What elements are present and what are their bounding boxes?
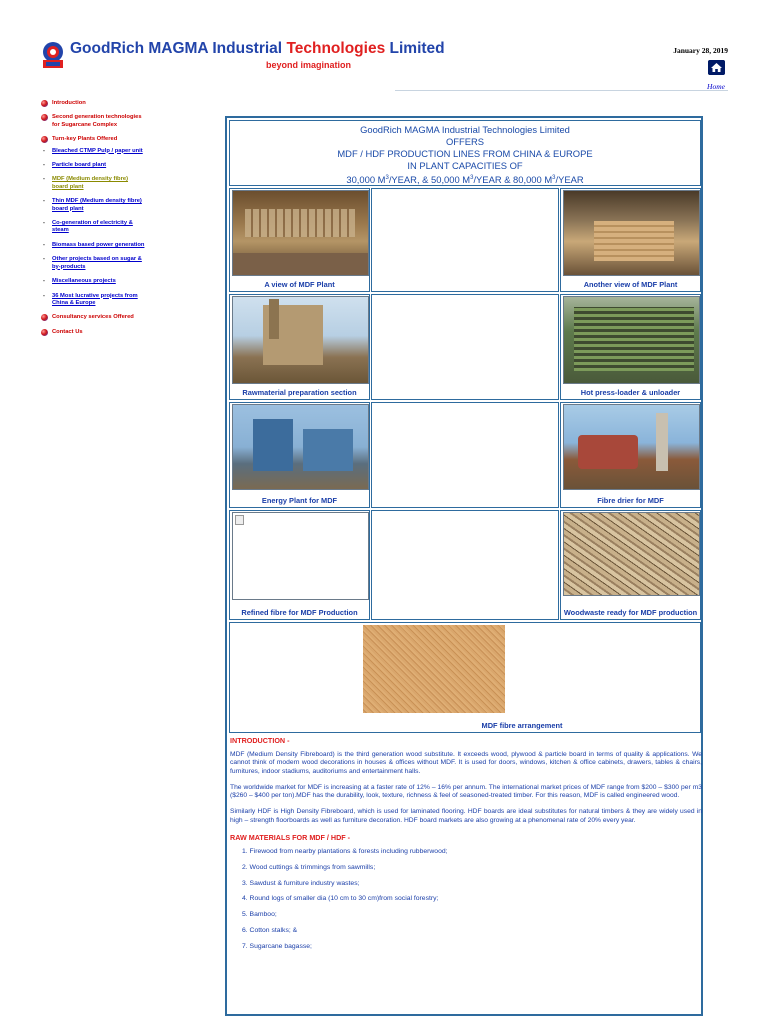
intro-paragraph-1: MDF (Medium Density Fibreboard) is the third generation wood substitute. It exceeds wood, plywood & particle board in terms of quality & applications. We cannot think of modern wood decorations in houses & offices without MDF. It is used for doors, windows, kitchen & office cabinets, drawers, tables & chairs, furnitures, indoor stadiums, auditoriums and entertainment halls.	[230, 751, 702, 775]
dash-bullet: -	[43, 292, 45, 299]
mdf-plant-photo	[232, 190, 369, 276]
sidebar-item-label[interactable]: Miscellaneous projects	[52, 278, 116, 285]
sidebar-item-miscellaneous[interactable]	[40, 278, 145, 285]
sidebar-item-cogeneration[interactable]	[40, 220, 145, 235]
rawmaterial-photo	[232, 296, 369, 384]
sidebar-item-particle-board[interactable]	[40, 162, 145, 169]
dash-bullet: -	[43, 147, 45, 154]
bullet-icon	[41, 136, 48, 143]
home-link[interactable]	[704, 60, 728, 91]
offer-products: MDF / HDF PRODUCTION LINES FROM CHINA & EUROPE	[337, 148, 593, 159]
offer-company: GoodRich MAGMA Industrial Technologies Limited	[360, 124, 570, 135]
sidebar-item-label[interactable]: Second generation technologies for Sugarcane Complex	[52, 114, 142, 128]
hot-press-photo	[563, 296, 700, 384]
sidebar-item-label[interactable]: Contact Us	[52, 328, 83, 335]
photo-cell	[560, 510, 701, 620]
sidebar-item-label[interactable]: MDF (Medium density fibre) board plant	[52, 176, 129, 190]
photo-caption: Woodwaste ready for MDF production	[563, 607, 698, 617]
photo-caption: Hot press-loader & unloader	[580, 387, 681, 397]
sidebar-item-label[interactable]: Co-generation of electricity & steam	[52, 220, 133, 234]
raw-materials-heading: RAW MATERIALS FOR MDF / HDF -	[230, 833, 351, 843]
empty-cell	[371, 294, 559, 400]
company-name-accent: Technologies	[286, 40, 386, 57]
current-date: January 28, 2019	[673, 46, 728, 55]
sidebar-item-second-generation[interactable]	[40, 114, 145, 129]
photo-caption: Fibre drier for MDF	[597, 495, 664, 505]
company-name-part1: GoodRich MAGMA Industrial	[70, 40, 283, 57]
sidebar-item-label[interactable]: Bleached CTMP Pulp / paper unit	[52, 147, 143, 154]
offer-capacities: 30,000 $M^3$/YEAR, & 50,000 $M^3$/YEAR & 80,000 $M^3$/YEAR	[346, 174, 584, 186]
photo-cell	[229, 510, 370, 620]
main-content	[225, 116, 703, 1016]
bullet-icon	[41, 314, 48, 321]
sidebar-item-label[interactable]: Thin MDF (Medium density fibre) board plant	[52, 198, 142, 212]
introduction-section	[229, 734, 703, 959]
header-divider	[395, 90, 728, 91]
photo-caption: MDF fibre arrangement	[481, 720, 563, 730]
sidebar-nav	[40, 100, 145, 343]
list-item: 5. Bamboo;	[242, 911, 277, 919]
sidebar-item-label[interactable]: Particle board plant	[52, 162, 107, 169]
dash-bullet: -	[43, 241, 45, 248]
fibre-drier-photo	[563, 404, 700, 490]
dash-bullet: -	[43, 162, 45, 169]
list-item: 6. Cotton stalks; &	[242, 927, 298, 935]
photo-caption: Energy Plant for MDF	[261, 495, 338, 505]
sidebar-item-label[interactable]: Turn-key Plants Offered	[52, 136, 118, 143]
tagline: beyond imagination	[266, 60, 352, 70]
raw-materials-list	[242, 848, 702, 951]
company-name-part3: Limited	[389, 40, 445, 57]
sidebar-item-biomass[interactable]	[40, 242, 145, 249]
dash-bullet: -	[43, 256, 45, 263]
list-item: 3. Sawdust & furniture industry wastes;	[242, 879, 360, 887]
company-logo	[40, 40, 66, 70]
photo-caption: A view of MDF Plant	[264, 279, 335, 289]
sidebar-item-label[interactable]: Consultancy services Offered	[52, 314, 134, 321]
empty-cell	[371, 510, 559, 620]
offer-heading: OFFERS	[445, 136, 485, 147]
offer-capacity-intro: IN PLANT CAPACITIES OF	[407, 160, 523, 171]
list-item: 1. Firewood from nearby plantations & forests including rubberwood;	[242, 848, 448, 856]
photo-cell	[560, 188, 701, 292]
sidebar-item-mdf-board[interactable]	[40, 176, 145, 191]
mdf-plant-photo-2	[563, 190, 700, 276]
home-icon[interactable]	[708, 60, 725, 75]
photo-cell	[560, 294, 701, 400]
sidebar-item-36-projects[interactable]	[40, 293, 145, 308]
bullet-icon	[41, 329, 48, 336]
photo-caption: Rawmaterial preparation section	[242, 387, 357, 397]
sidebar-item-introduction[interactable]	[40, 100, 145, 107]
empty-cell	[371, 188, 559, 292]
energy-plant-photo	[232, 404, 369, 490]
sidebar-item-ctmp-pulp[interactable]	[40, 148, 145, 155]
sidebar-item-other-projects[interactable]	[40, 256, 145, 271]
intro-paragraph-3: Similarly HDF is High Density Fibreboard, which is used for laminated flooring. HDF boards are ideal substitutes for natural timbers & they are widely used in high – strength floorboards as well as furniture decoration. HDF board markets are also growing at a phenomenal rate of 20% every year.	[230, 808, 702, 824]
photo-cell	[229, 188, 370, 292]
fibre-arrangement-panel	[229, 622, 701, 733]
sidebar-item-label[interactable]: Introduction	[52, 100, 86, 106]
sidebar-item-label[interactable]: Other projects based on sugar & by-products	[52, 256, 142, 270]
photo-caption: Refined fibre for MDF Production	[241, 607, 358, 617]
dash-bullet: -	[43, 278, 45, 285]
photo-cell	[229, 402, 370, 508]
refined-fibre-photo	[232, 512, 369, 600]
photo-caption: Another view of MDF Plant	[583, 279, 678, 289]
empty-cell	[371, 402, 559, 508]
sidebar-item-label[interactable]: Biomass based power generation	[52, 241, 145, 248]
bullet-icon	[41, 114, 48, 121]
sidebar-item-consultancy[interactable]	[40, 314, 145, 321]
list-item: 2. Wood cuttings & trimmings from sawmills;	[242, 863, 376, 871]
introduction-heading: INTRODUCTION -	[230, 736, 290, 745]
list-item: 7. Sugarcane bagasse;	[242, 942, 312, 950]
offer-banner	[229, 120, 701, 186]
photo-cell	[229, 294, 370, 400]
list-item: 4. Round logs of smaller dia (10 cm to 30 cm)from social forestry;	[242, 895, 439, 903]
bullet-icon	[41, 100, 48, 107]
broken-image-icon	[235, 515, 244, 525]
dash-bullet: -	[43, 220, 45, 227]
sidebar-item-label[interactable]: 36 Most lucrative projects from China & Europe	[52, 292, 138, 306]
mdf-fibre-photo	[363, 625, 505, 713]
sidebar-item-thin-mdf[interactable]	[40, 198, 145, 213]
dash-bullet: -	[43, 198, 45, 205]
woodwaste-photo	[563, 512, 700, 596]
intro-paragraph-2: The worldwide market for MDF is increasing at a faster rate of 12% – 16% per annum. The international market prices of MDF range from $200 – $300 per m3 ($260 – $400 per ton).MDF has the durability, look, texture, richness & feel of seasoned-treated timber. For this reason, MDF is called engineered wood.	[230, 783, 702, 800]
sidebar-item-turnkey-plants[interactable]	[40, 136, 145, 143]
photo-cell	[560, 402, 701, 508]
dash-bullet: -	[43, 176, 45, 183]
home-label[interactable]: Home	[707, 82, 725, 91]
company-name	[70, 40, 445, 58]
sidebar-item-contact[interactable]	[40, 329, 145, 336]
